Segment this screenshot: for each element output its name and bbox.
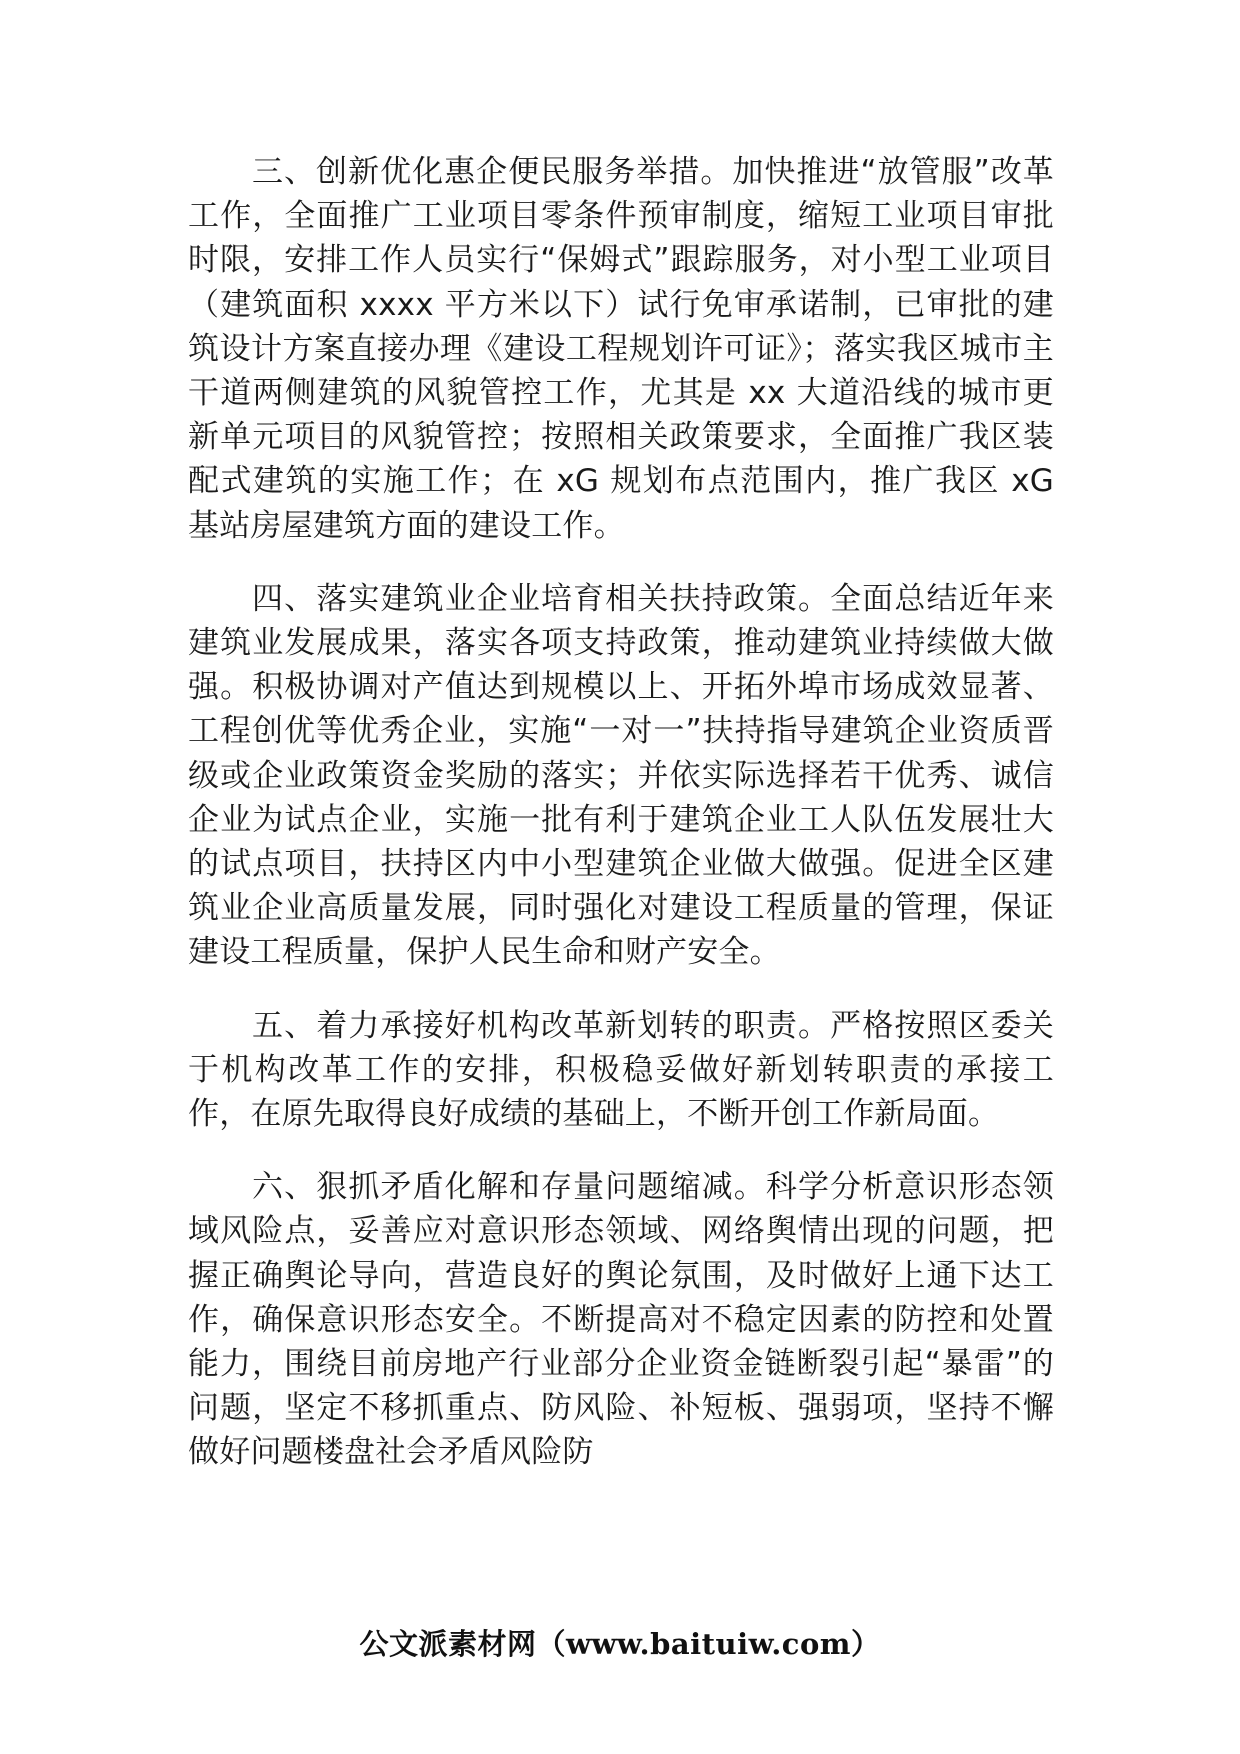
paragraph-section-5: 五、着力承接好机构改革新划转的职责。严格按照区委关于机构改革工作的安排，积极稳妥做好新划转职责的承接工作，在原先取得良好成绩的基础上，不断开创工作新局面。 [188, 1007, 1054, 1133]
paragraph-section-3: 三、创新优化惠企便民服务举措。加快推进“放管服”改革工作，全面推广工业项目零条件预审制度，缩短工业项目审批时限，安排工作人员实行“保姆式”跟踪服务，对小型工业项目（建筑面积 xxxx 平方米以下）试行免审承诺制，已审批的建筑设计方案直接办理《建设工程规划许可证》；落实我区城市主干道两侧建筑的风貌管控工作，尤其是 xx 大道沿线的城市更新单元项目的风貌管控；按照相关政策要求，全面推广我区装配式建筑的实施工作；在 xG 规划布点范围内，推广我区 xG 基站房屋建筑方面的建设工作。 [188, 154, 1054, 544]
footer-watermark-text: 公文派素材网（www.baituiw.com） [359, 1627, 881, 1661]
paragraph-section-4: 四、落实建筑业企业培育相关扶持政策。全面总结近年来建筑业发展成果，落实各项支持政策，推动建筑业持续做大做强。积极协调对产值达到规模以上、开拓外埠市场成效显著、工程创优等优秀企业，实施“一对一”扶持指导建筑企业资质晋级或企业政策资金奖励的落实；并依实际选择若干优秀、诚信企业为试点企业，实施一批有利于建筑企业工人队伍发展壮大的试点项目，扶持区内中小型建筑企业做大做强。促进全区建筑业企业高质量发展，同时强化对建设工程质量的管理，保证建设工程质量，保护人民生命和财产安全。 [188, 580, 1054, 971]
document-body [188, 150, 1054, 1504]
paragraph-section-6: 六、狠抓矛盾化解和存量问题缩减。科学分析意识形态领域风险点，妥善应对意识形态领域、网络舆情出现的问题，把握正确舆论导向，营造良好的舆论氛围，及时做好上通下达工作，确保意识形态安全。不断提高对不稳定因素的防控和处置能力，围绕目前房地产行业部分企业资金链断裂引起“暴雷”的问题，坚定不移抓重点、防风险、补短板、强弱项，坚持不懈做好问题楼盘社会矛盾风险防 [188, 1169, 1054, 1471]
